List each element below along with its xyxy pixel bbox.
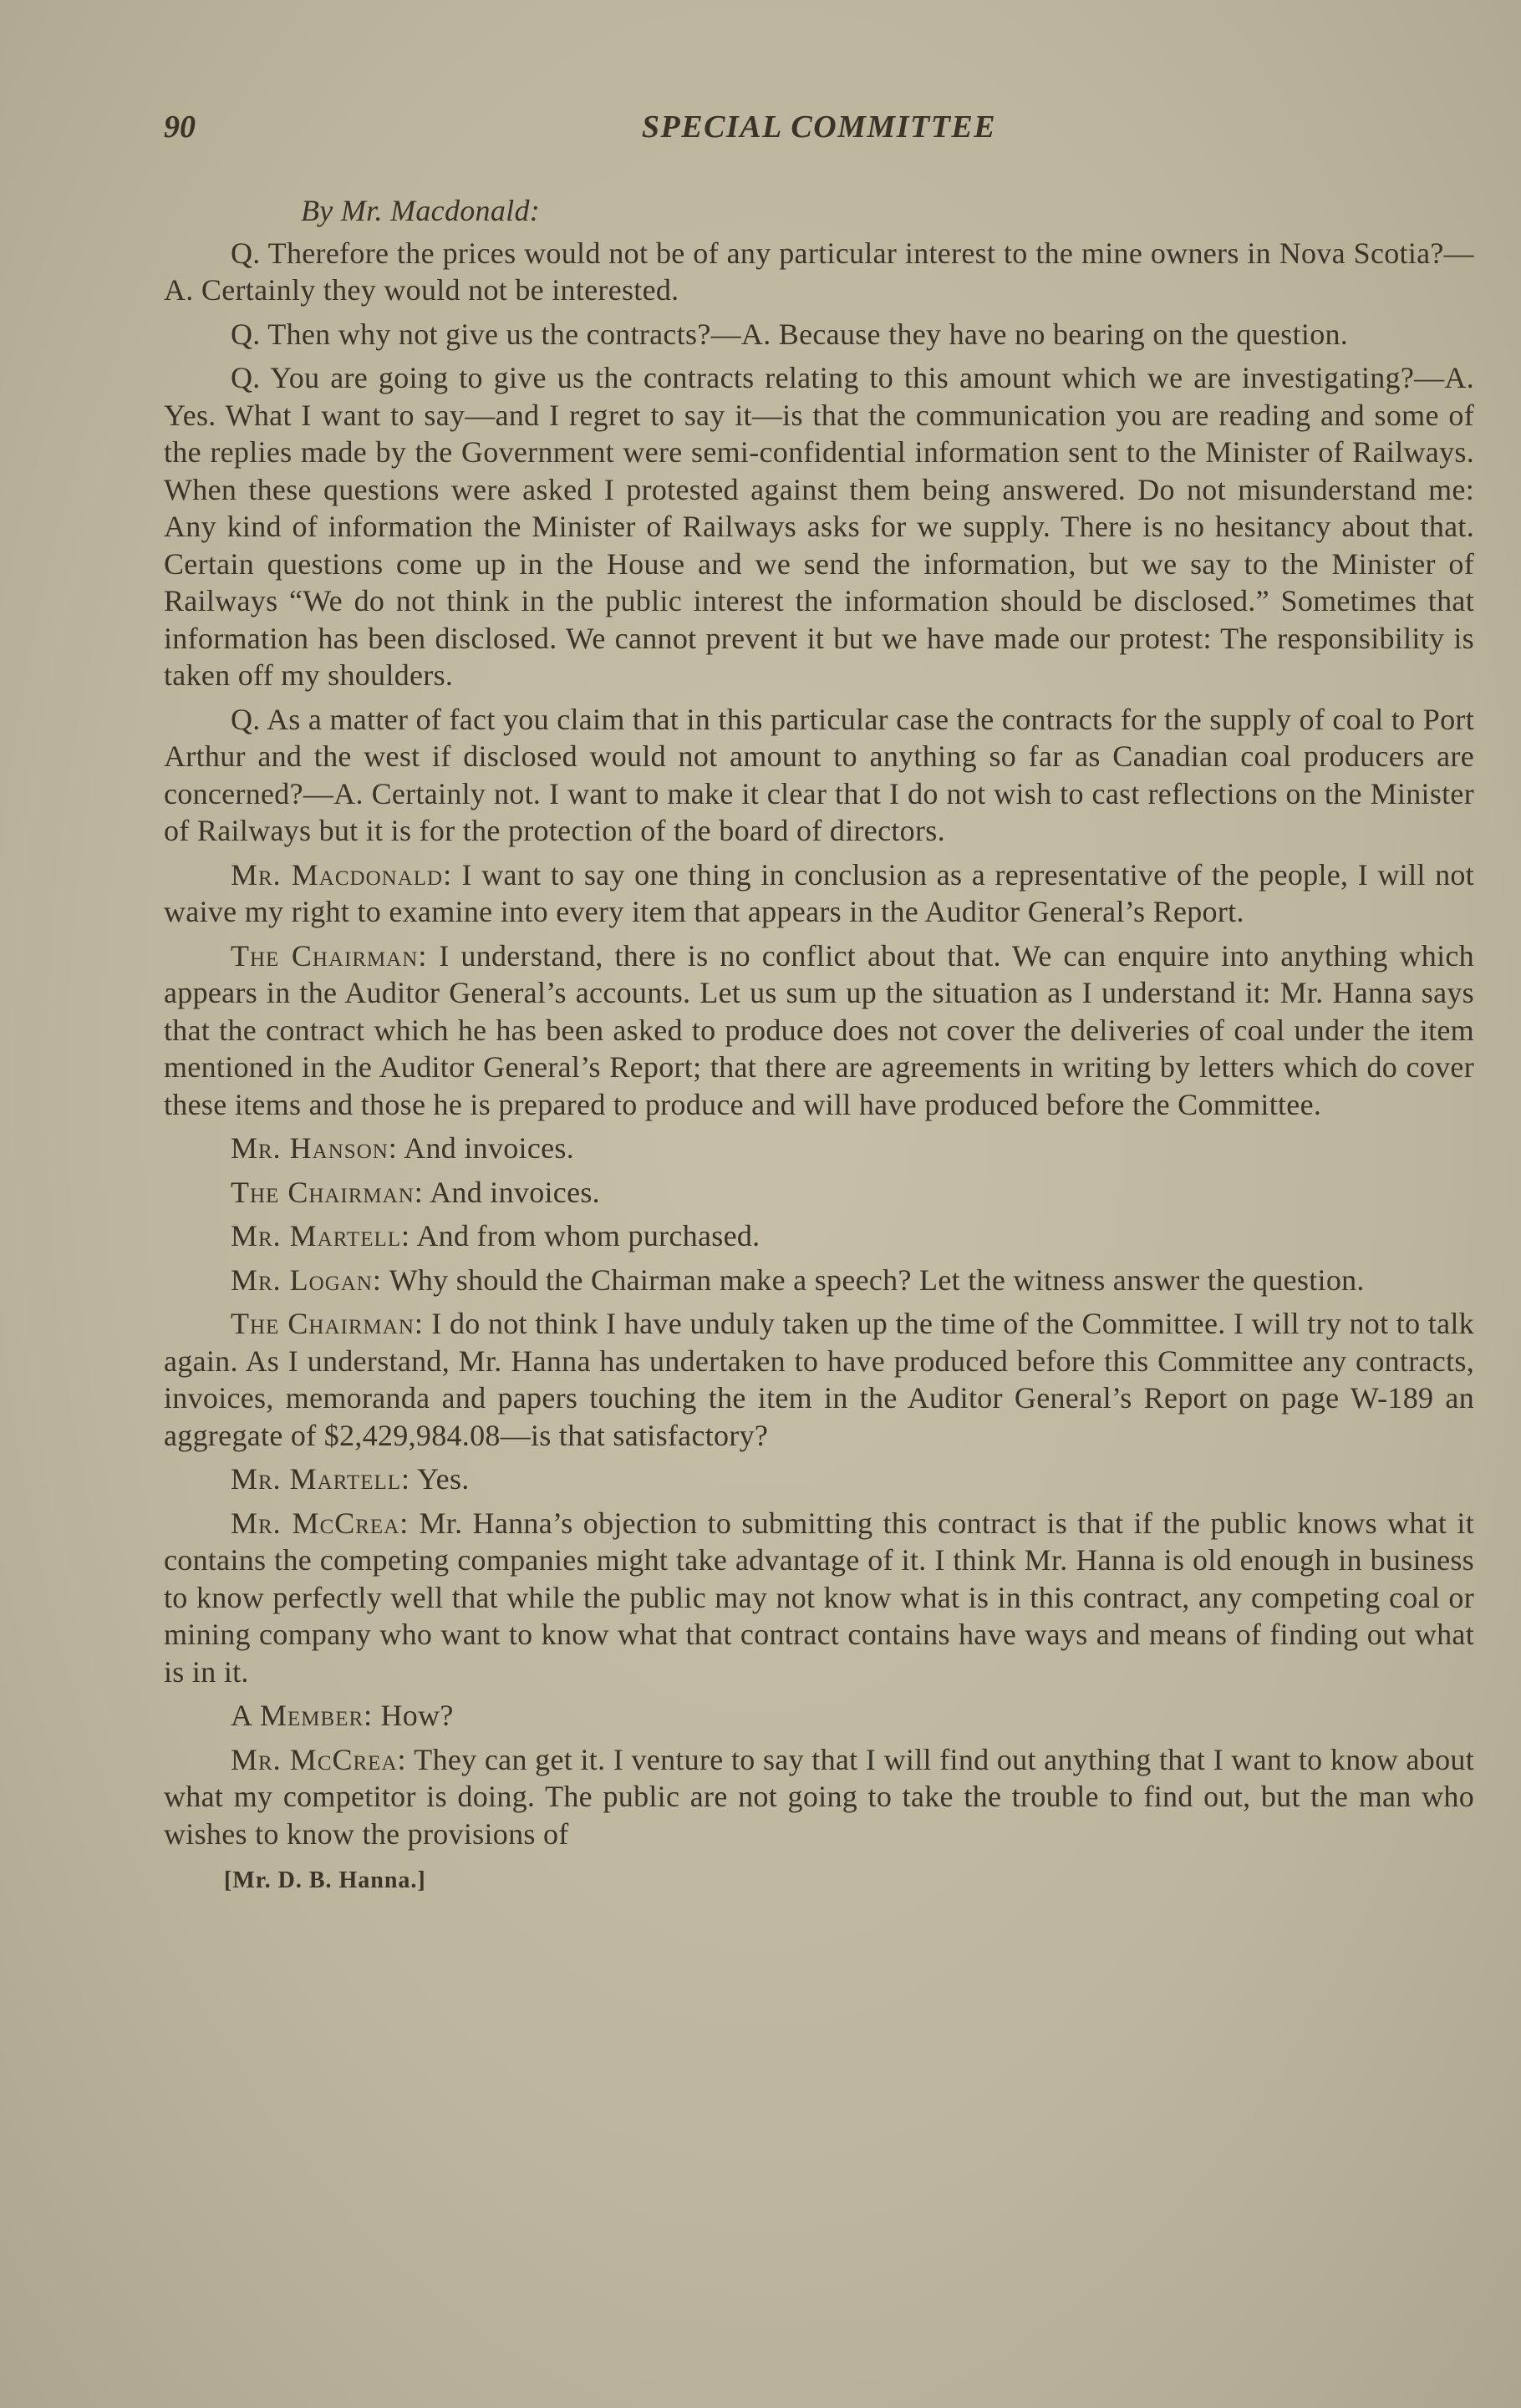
paragraph-text: And invoices. [404, 1131, 575, 1165]
paragraph-text: I understand, there is no conflict about that. We can enquire into anything which appears in the Auditor General’s accounts. Let us sum up the situation as I understand it: Mr. Hanna says that the contract which he has been asked to produce does not cover the deliveries of coal under the item mentioned in the Auditor General’s Report; that there are agreements in writing by letters which do cover these items and those he is prepared to produce and will have produced before the Committee. [164, 938, 1474, 1121]
transcript-body [164, 192, 1474, 1900]
speaker: Mr. Martell: [231, 1219, 411, 1252]
running-head: SPECIAL COMMITTEE [641, 109, 997, 145]
paragraph [164, 1505, 1474, 1691]
paragraph-text: Why should the Chairman make a speech? Let the witness answer the question. [389, 1262, 1365, 1297]
paragraph-text: Q. You are going to give us the contracts relating to this amount which we are investigating?—A. Yes. What I want to say—and I regret to say it—is that the communication you are reading and some of the replies made by the Government were semi-confidential information sent to the Minister of Railways. When these questions were asked I protested against them being answered. Do not misunderstand me: Any kind of information the Minister of Railways asks for we supply. There is no hesitancy about that. Certain questions come up in the House and we send the information, but we say to the Minister of Railways “We do not think in the public interest the information should be disclosed.” Sometimes that information has been disclosed. We cannot prevent it but we have made our protest: The responsibility is taken off my shoulders. [164, 361, 1474, 692]
speaker: Mr. Logan: [231, 1262, 382, 1297]
paragraph [164, 235, 1474, 309]
page-header [164, 109, 1474, 159]
paragraph [164, 359, 1474, 694]
paragraph [164, 701, 1474, 850]
speaker: A Member: [231, 1699, 374, 1732]
paragraph-text: And from whom purchased. [416, 1219, 760, 1252]
speaker: Mr. Hanson: [231, 1131, 398, 1165]
paragraph [164, 316, 1474, 353]
paragraph-text: I want to say one thing in conclusion as a representative of the people, I will not waive my right to examine into every item that appears in the Auditor General’s Report. [164, 857, 1474, 928]
paragraph-text: Q. Then why not give us the contracts?—A. Because they have no bearing on the question. [231, 317, 1349, 351]
speaker: Mr. McCrea: [231, 1742, 407, 1776]
speaker: The Chairman: [231, 1307, 424, 1340]
paragraph-text: Q. As a matter of fact you claim that in this particular case the contracts for the supply of coal to Port Arthur and the west if disclosed would not amount to anything so far as Canadian coal producers are concerned?—A. Certainly not. I want to make it clear that I do not wish to cast reflections on the Minister of Railways but it is for the protection of the board of directors. [164, 702, 1474, 847]
paragraph-text: How? [380, 1699, 454, 1732]
paragraph [164, 1741, 1474, 1853]
paragraph-text: I do not think I have unduly taken up the time of the Committee. I will try not to talk again. As I understand, Mr. Hanna has undertaken to have produced before this Committee any contracts, invoices, memoranda and papers touching the item in the Auditor General’s Report on page W-189 an aggregate of $2,429,984.08—is that satisfactory? [164, 1307, 1474, 1452]
speaker: The Chairman: [231, 1175, 424, 1209]
page-number: 90 [164, 109, 196, 145]
witness-attribution: [Mr. D. B. Hanna.] [224, 1867, 426, 1893]
paragraph [164, 1174, 1474, 1212]
paragraph-text: Mr. Hanna’s objection to submitting this contract is that if the public knows what it contains the competing companies might take advantage of it. I think Mr. Hanna is old enough in business to know perfectly well that while the public may not know what is in this contract, any competing coal or mining company who want to know what that contract contains have ways and means of finding out what is in it. [164, 1506, 1475, 1689]
paragraph [164, 1305, 1474, 1454]
speaker: Mr. McCrea: [231, 1506, 410, 1540]
paragraph-text: Q. Therefore the prices would not be of any particular interest to the mine owners in Nova Scotia?—A. Certainly they would not be interested. [164, 236, 1474, 307]
speaker: The Chairman: [231, 938, 428, 973]
paragraph [164, 937, 1474, 1124]
paragraph-text: They can get it. I venture to say that I will find out anything that I want to know about what my competitor is doing. The public are not going to take the trouble to find out, but the man who wishes to know the provisions of [164, 1742, 1475, 1851]
examiner-byline: By Mr. Macdonald: [301, 194, 541, 227]
paragraph [164, 856, 1474, 931]
speaker: Mr. Macdonald: [231, 857, 453, 892]
paragraph-text: And invoices. [430, 1175, 600, 1209]
paragraph [164, 1262, 1474, 1299]
paragraph [164, 1130, 1474, 1167]
paragraph [164, 1461, 1474, 1498]
document-page [164, 109, 1474, 2298]
paragraph [164, 1217, 1474, 1255]
speaker: Mr. Martell: [231, 1462, 411, 1496]
paragraph [164, 1697, 1474, 1735]
paragraph-text: Yes. [416, 1462, 470, 1496]
